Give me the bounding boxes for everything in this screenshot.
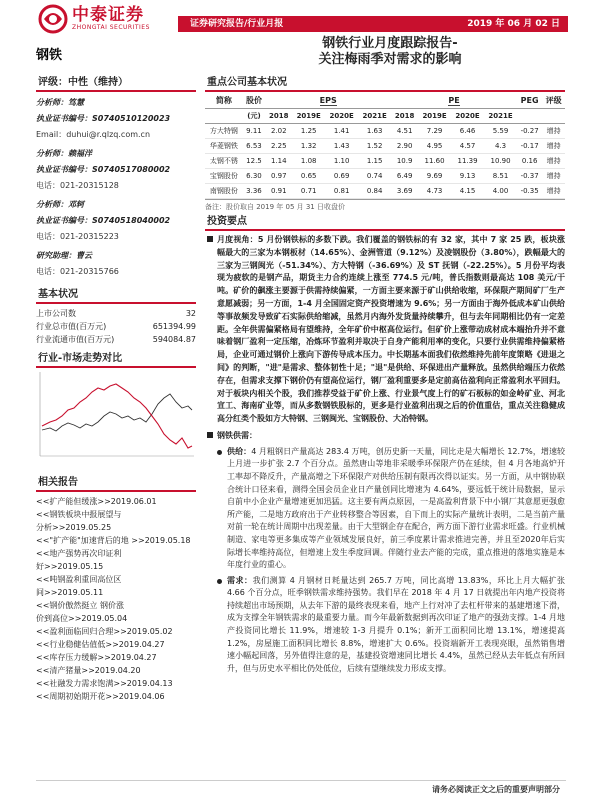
table-header-row [205,94,565,109]
title-line-2: 关注梅雨季对需求的影响 [318,52,462,67]
related-report-link[interactable]: <<盈利面临回归合理>>2019.05.02 [36,627,173,636]
related-report-link[interactable]: <<扩产能但缓涨>>2019.06.01 [36,497,157,506]
related-report-link[interactable]: <<行业稳健估值低>>2019.04.27 [36,640,165,649]
related-report-link[interactable]: <<钢价傲然挺立 钢价涨 [36,601,124,610]
related-reports [36,476,196,703]
analyst-name-line: 研究助理：曹云 [36,251,92,260]
trend-title: 行业-市场走势对比 [36,352,196,368]
demand-paragraph: 需求：我们测算 4 月钢材日耗量达到 265.7 万吨，同比高增 13.83%，环比上月大幅扩张 4.66 个百分点，旺季钢铁需求维持强势。我们早在 2018 年 4 月 17 日就提出年内地产投资将持续超出市场预期，从去年下游的最终表现来看，地产上行对冲了去杠杆带来的基建增速下滑，成为支撑全年钢铁需求的最重要力量。而今年最新数据到再次印证了地产的强劲支撑。1-4 月地产投资同比增长 11.9%，增速较 1-3 月提升 0.1%；新开工面积同比增 13.1%，增速提高 1.2%，房屋施工面积同比增长 8.8%，增速扩大 0.6%。投资端新开工表现亮眼，虽然销售增速小幅起回落，另外值得注意的是，基建投资增速同比增长 4.4%，虽然已经从去年低点有所回升，但与历史水平相比仍处低位，后续有望继续发力形成支撑。 [205,575,565,676]
analyst-cert-line: 执业证书编号：S0740518040002 [36,216,171,225]
col-name: 简称 [215,96,232,105]
analyst-contact[interactable]: Email：duhui@r.qlzq.com.cn [36,130,151,139]
footer-divider [36,780,566,781]
bullet-dot-icon [217,450,222,455]
trend-line-industry [42,384,192,448]
header [0,0,600,40]
brand-logo [38,4,150,34]
related-report-link[interactable]: <<清产猪量>>2019.04.20 [36,666,141,675]
col-price: 股价 [245,96,262,105]
related-report-link[interactable]: <<钢铁板块中报展望与 [36,510,122,519]
analyst-block [36,95,196,143]
basic-row: 行业总市值(百万元) 651394.99 [36,322,196,331]
related-report-link[interactable]: <<社融发力需求饱满>>2019.04.13 [36,679,173,688]
related-report-link[interactable]: <<吨钢盈利重回高位区 [36,575,122,584]
trend-chart [36,368,196,468]
trend-line-market [42,394,192,431]
analyst-name-line: 分析师：笃慧 [36,98,84,107]
related-report-link[interactable]: <<库存压力缓解>>2019.04.27 [36,653,157,662]
table-note: 备注：股价取自 2019 年 05 月 31 日收盘价 [205,199,565,213]
related-report-link[interactable]: <<"扩产能"加速背后的地 >>2019.05.18 [36,536,191,545]
related-report-link[interactable]: <<周期初始期开花>>2019.04.06 [36,692,165,701]
analyst-block [36,197,196,245]
table-row: 南钢股份 3.36 0.91 0.71 0.81 0.84 3.69 4.73 4.15 4.00 -0.35 增持 [205,184,565,199]
analyst-list [36,95,196,280]
rating: 评级：中性（维持） [36,76,196,92]
bullet-square-icon [207,236,213,242]
table-row: 太钢不锈 12.5 1.14 1.08 1.10 1.15 10.9 11.60 11.39 10.90 0.16 增持 [205,154,565,169]
analyst-block [36,248,196,280]
col-pe: PE [448,96,460,105]
brand-name-cn: 中泰证券 [72,5,144,25]
supply-paragraph: 供给：4 月粗钢日产量高达 283.4 万吨，创历史新一天量，同比走是大幅增长 12.7%，增速较上月进一步扩张 2.7 个百分点。虽然唐山等地非采暖季环保限产仍在延续，但 4 月各地高炉开工率却不降反升，产量高增之下环保限产对供给压制有限再次得以证实。另一方面，从中钢协联合统计口径来看，测得全国会员企业日产量创同比增速为 4.64%，要远低于统计局数据，显示自前中小企业产量增速更加迅猛。这主要有两点原因，一是高盈利背景下中小钢厂其意愿更强愈所产能，二是地方政府出于产业转移整合等因素，自下而上的实际产量统计表明，二是当前产量对前一轮在统计周期中出现差量。由于大型钢企存在配合，两方面下游行业需求旺盛。行业机械制造、家电等更多集成等产业领域发展良好，前三季度累计需求推进完善，并且至2020年后实际增长率维持高位，但增速上发生季度回调。伴随行业去产能的完成，重点推进的落地实施是本年度行业的重心。 [205,446,565,572]
basic-row: 上市公司数 32 [36,309,196,318]
related-report-link[interactable]: 价到高位>>2019.05.04 [36,614,128,623]
related-report-link[interactable]: 分析>>2019.05.25 [36,523,112,532]
table-row: 方大特钢 9.11 2.02 1.25 1.41 1.63 4.51 7.29 6.46 5.59 -0.27 增持 [205,124,565,139]
brand-name-en: ZHONGTAI SECURITIES [72,24,150,31]
sidebar [36,76,196,703]
summary-paragraph: 月度视角：5 月份钢铁标的多数下跌。我们覆盖的钢铁标的有 32 家，其中 7 家 25 跌，板块涨幅最大的三家为本钢板材（14.65%）、金洲管道（9.12%）及凌钢股份（3.80%），跌幅最大的三家为三钢闽光（-51.34%）、方大特钢（-36.69%）及 ST 抚钢（-22.25%）。5 月份平均表现为疲软的是钢产品，期货主力合约连续上涨至 774.5 元/吨，普氏指数则最高达 108 美元/干吨。矿价的飙涨主要源于供需持续偏紧，一方面主要来源于矿山供给收缩，环保限产期间矿厂生产意愿减弱；另一方面，1-4 月全国固定资产投资增速为 9.6%；另一方面由于海外低成本矿山供给等事故频发导致矿石实际供给缩减，虽然月内海外发货量持续攀升，但与去年同期相比仍有一定差距。全年供需偏紧格局有望维持，全年矿价中枢高位运行。但矿价上涨带动成材成本端抬升并不意味着钢厂盈利一定压缩，冶炼环节盈利并取决于自身产能利用率的变化，只要行业供需维持偏紧格局，企业可通过钢价上涨向下游传导成本压力。中长期基本面我们依然维持先前年度策略《进退之间》的判断，"进"是需求、整体韧性十足；"退"是供给、环保进出产量释放。虽然供给端压力依然存在，但需求支撑下钢价仍有望高位运行，钢厂盈利重要多是定前高估盈利向正常盈利水平回归。对于板块内相关个股，我们推荐受益于矿价上涨、行业景气度上行的矿石板标的如金岭矿业、河北宣工、海南矿业等，而从多数钢铁股标的，更多是行业盈利出现之后的价值重估，重点关注稳健成高分红类个股如方大特钢、三钢闽光、宝钢股份、大冶特钢。 [205,234,565,426]
industry-label: 钢铁 [36,48,63,63]
report-type: 证券研究报告/行业月报 [190,19,284,29]
section-label: 钢铁供需： [205,430,565,443]
col-peg: PEG [520,96,539,105]
col-eps: EPS [319,96,337,105]
analyst-contact: 电话：021-20315223 [36,232,119,241]
basic-info-title: 基本状况 [36,288,196,304]
invest-body [205,234,565,675]
basic-row: 行业流通市值(百万元) 594084.87 [36,335,196,344]
report-date: 2019 年 06 月 02 日 [467,19,560,29]
invest-title: 投资要点 [205,215,565,231]
basic-info [36,288,196,346]
footer-disclaimer: 请务必阅读正文之后的重要声明部分 [432,785,560,794]
bullet-square-icon [207,432,213,438]
trend-section [36,352,196,472]
related-report-link[interactable]: 间>>2019.05.11 [36,588,104,597]
analyst-cert-line: 执业证书编号：S0740517080002 [36,165,171,174]
analyst-cert-line: 执业证书编号：S0740510120023 [36,114,171,123]
report-title [240,36,540,68]
analyst-contact: 电话：021-20315128 [36,181,119,190]
analyst-name-line: 分析师：赖福洋 [36,149,92,158]
table-row: 宝钢股份 6.30 0.97 0.65 0.69 0.74 6.49 9.69 9.13 8.51 -0.37 增持 [205,169,565,184]
main-content [205,76,565,675]
related-title: 相关报告 [36,476,196,492]
table-row: 华菱钢铁 6.53 2.25 1.32 1.43 1.52 2.90 4.95 4.57 4.3 -0.17 增持 [205,139,565,154]
analyst-contact: 电话：021-20315766 [36,267,119,276]
col-rating: 评级 [545,96,562,105]
analyst-block [36,146,196,194]
table-subheader-row: (元) 2018 2019E 2020E 2021E 2018 2019E 2020E 2021E [205,109,565,124]
related-report-link[interactable]: 好>>2019.05.15 [36,562,104,571]
bullet-dot-icon [217,579,222,584]
brand-logo-icon [38,4,68,34]
company-table [205,94,565,199]
title-line-1: 钢铁行业月度跟踪报告- [322,36,458,51]
related-report-link[interactable]: <<地产强势再次印证利 [36,549,122,558]
company-table-title: 重点公司基本状况 [205,76,565,92]
analyst-name-line: 分析师：邓轲 [36,200,84,209]
